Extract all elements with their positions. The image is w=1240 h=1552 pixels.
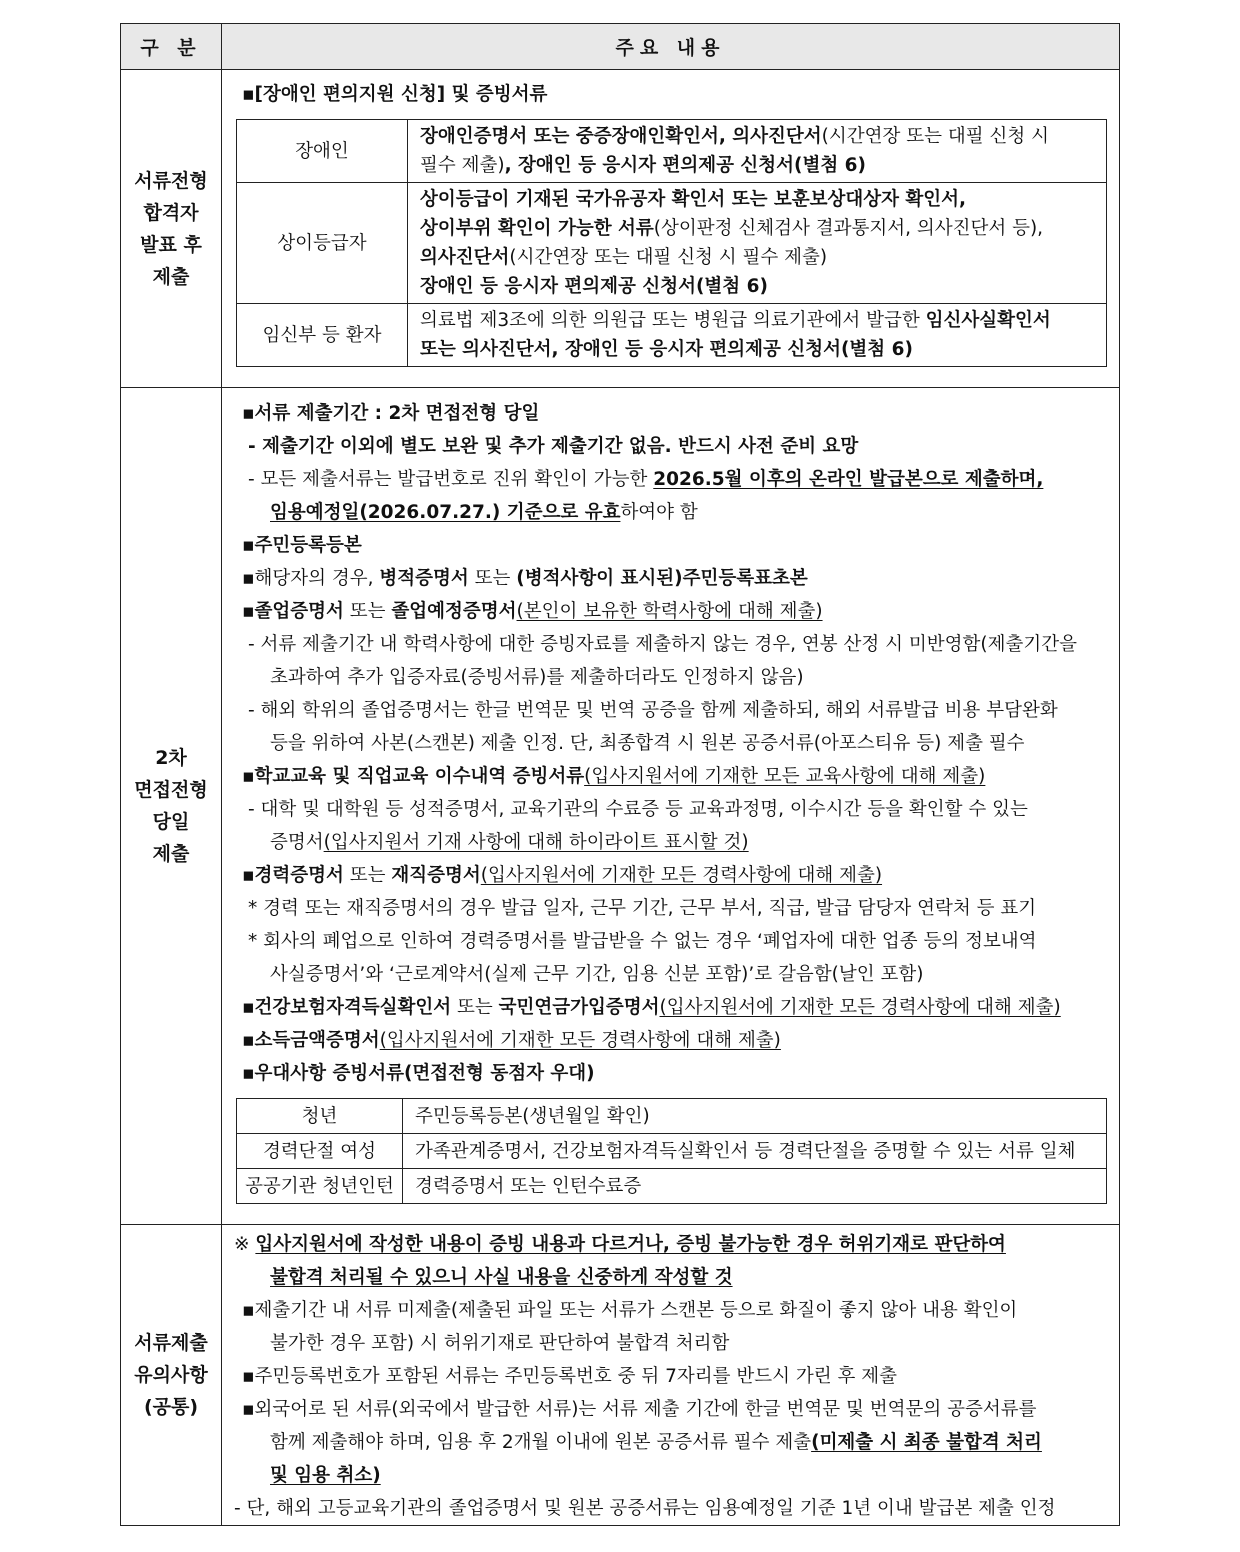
section3-category: 서류제출 유의사항 (공통): [121, 1225, 222, 1526]
table-row: 경력단절 여성 가족관계증명서, 건강보험자격득실확인서 등 경력단절을 증명할 수 있는 서류 일체: [237, 1134, 1107, 1169]
table-row: 임신부 등 환자 의료법 제3조에 의한 의원급 또는 병원급 의료기관에서 발급한 임신사실확인서 또는 의사진단서, 장애인 등 응시자 편의제공 신청서(별첨 6): [237, 304, 1107, 367]
section1-content: [222, 70, 1120, 388]
section-common-notes: [121, 1225, 1120, 1526]
preference-docs-table: [236, 1098, 1107, 1204]
section1-heading: ▪[장애인 편의지원 신청] 및 증빙서류: [242, 84, 548, 105]
table-row: 공공기관 청년인턴 경력증명서 또는 인턴수료증: [237, 1169, 1107, 1204]
document-table: [120, 23, 1120, 1526]
table-row: 장애인 장애인증명서 또는 중증장애인확인서, 의사진단서(시간연장 또는 대필 신청 시 필수 제출), 장애인 등 응시자 편의제공 신청서(별첨 6): [237, 120, 1107, 183]
header-row: [121, 24, 1120, 70]
disability-docs-table: [236, 119, 1107, 367]
section-disability-support: [121, 70, 1120, 388]
header-content: 주요 내용: [222, 24, 1120, 70]
section-interview-day: [121, 388, 1120, 1225]
header-category: 구 분: [121, 24, 222, 70]
section1-category: 서류전형 합격자 발표 후 제출: [121, 70, 222, 388]
section2-content: ▪서류 제출기간 : 2차 면접전형 당일 - 제출기간 이외에 별도 보완 및 추가 제출기간 없음. 반드시 사전 준비 요망 - 모든 제출서류는 발급번호로 진위 확인이 가능한 2026.5월 이후의 온라인 발급본으로 제출하며, 임용예정일(2026.07.27.) 기준으로 유효하여야 함 ▪주민등록등본 ▪해당자의 경우, 병적증명서 또는 (병적사항이 표시된)주민등록표초본 ▪졸업증명서 또는 졸업예정증명서(본인이 보유한 학력사항에 대해 제출) - 서류 제출기간 내 학력사항에 대한 증빙자료를 제출하지 않는 경우, 연봉 산정 시 미반영함(제출기간을 초과하여 추가 입증자료(증빙서류)를 제출하더라도 인정하지 않음) - 해외 학위의 졸업증명서는 한글 번역문 및 번역 공증을 함께 제출하되, 해외 서류발급 비용 부담완화 등을 위하여 사본(스캔본) 제출 인정. 단, 최종합격 시 원본 공증서류(아포스티유 등) 제출 필수 ▪학교교육 및 직업교육 이수내역 증빙서류(입사지원서에 기재한 모든 교육사항에 대해 제출) - 대학 및 대학원 등 성적증명서, 교육기관의 수료증 등 교육과정명, 이수시간 등을 확인할 수 있는 증명서(입사지원서 기재 사항에 대해 하이라이트 표시할 것) ▪경력증명서 또는 재직증명서(입사지원서에 기재한 모든 경력사항에 대해 제출) * 경력 또는 재직증명서의 경우 발급 일자, 근무 기간, 근무 부서, 직급, 발급 담당자 연락처 등 표기 * 회사의 폐업으로 인하여 경력증명서를 발급받을 수 없는 경우 ‘폐업자에 대한 업종 등의 정보내역 사실증명서’와 ‘근로계약서(실제 근무 기간, 임용 신분 포함)’로 갈음함(날인 포함) ▪건강보험자격득실확인서 또는 국민연금가입증명서(입사지원서에 기재한 모든 경력사항에 대해 제출) ▪소득금액증명서(입사지원서에 기재한 모든 경력사항에 대해 제출) ▪우대사항 증빙서류(면접전형 동점자 우대) 청년 주민등록등본(생년월일 확인) 경력단절 여성 가족관계증명서, 건강보험자격득실확인서 등 경력단절을 증명할 수 있는 서류 일체 공공기관 청년인턴 경력증명서 또는 인턴수료증: [222, 388, 1120, 1225]
table-row: 청년 주민등록등본(생년월일 확인): [237, 1099, 1107, 1134]
table-row: 상이등급자 상이등급이 기재된 국가유공자 확인서 또는 보훈보상대상자 확인서, 상이부위 확인이 가능한 서류(상이판정 신체검사 결과통지서, 의사진단서 등), 의사진단서(시간연장 또는 대필 신청 시 필수 제출) 장애인 등 응시자 편의제공 신청서(별첨 6): [237, 183, 1107, 304]
section3-content: ※ 입사지원서에 작성한 내용이 증빙 내용과 다르거나, 증빙 불가능한 경우 허위기재로 판단하여 불합격 처리될 수 있으니 사실 내용을 신중하게 작성할 것 ▪제출기간 내 서류 미제출(제출된 파일 또는 서류가 스캔본 등으로 화질이 좋지 않아 내용 확인이 불가한 경우 포함) 시 허위기재로 판단하여 불합격 처리함 ▪주민등록번호가 포함된 서류는 주민등록번호 중 뒤 7자리를 반드시 가린 후 제출 ▪외국어로 된 서류(외국에서 발급한 서류)는 서류 제출 기간에 한글 번역문 및 번역문의 공증서류를 함께 제출해야 하며, 임용 후 2개월 이내에 원본 공증서류 필수 제출(미제출 시 최종 불합격 처리 및 임용 취소) - 단, 해외 고등교육기관의 졸업증명서 및 원본 공증서류는 임용예정일 기준 1년 이내 발급본 제출 인정: [222, 1225, 1120, 1526]
section2-category: 2차 면접전형 당일 제출: [121, 388, 222, 1225]
